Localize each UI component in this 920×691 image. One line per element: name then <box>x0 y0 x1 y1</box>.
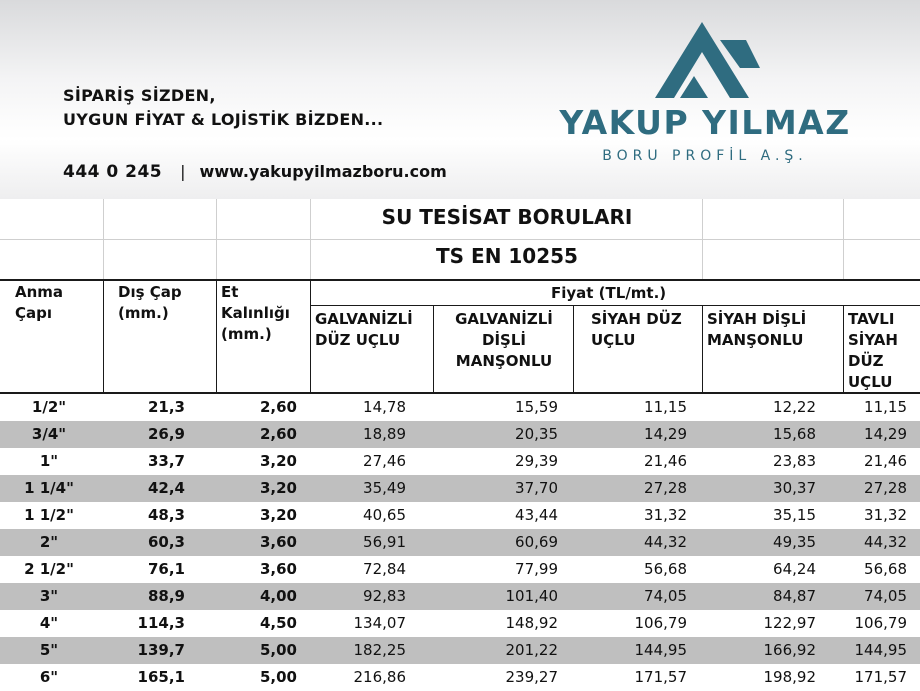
cell-price: 74,05 <box>864 587 907 605</box>
table-row <box>0 421 920 448</box>
brand-subtitle: BORU PROFİL A.Ş. <box>602 148 808 164</box>
cell-price: 144,95 <box>854 641 907 659</box>
cell-price: 30,37 <box>773 479 816 497</box>
table-row <box>0 664 920 691</box>
table-row <box>0 448 920 475</box>
cell-nominal-size: 3/4" <box>31 425 67 443</box>
cell-price: 106,79 <box>854 614 907 632</box>
table-row <box>0 583 920 610</box>
cell-outer-diameter: 76,1 <box>147 560 185 578</box>
cell-price: 15,68 <box>773 425 816 443</box>
header-wall-thickness: Et Kalınlığı (mm.) <box>221 283 290 343</box>
cell-price: 43,44 <box>515 506 558 524</box>
header-galvanized-plain: GALVANİZLİ DÜZ UÇLU <box>315 310 413 349</box>
cell-outer-diameter: 60,3 <box>147 533 185 551</box>
cell-price: 11,15 <box>864 398 907 416</box>
cell-price: 15,59 <box>515 398 558 416</box>
cell-wall-thickness: 2,60 <box>259 425 297 443</box>
cell-price: 29,39 <box>515 452 558 470</box>
website-link[interactable]: www.yakupyilmazboru.com <box>199 162 447 181</box>
header-price-group: Fiyat (TL/mt.) <box>551 284 667 302</box>
cell-wall-thickness: 5,00 <box>259 668 297 686</box>
cell-price: 35,49 <box>363 479 406 497</box>
cell-outer-diameter: 26,9 <box>147 425 185 443</box>
header-outer-diameter: Dış Çap (mm.) <box>118 283 182 322</box>
logo-mark-icon <box>650 20 762 100</box>
cell-price: 198,92 <box>763 668 816 686</box>
cell-price: 201,22 <box>505 641 558 659</box>
cell-wall-thickness: 3,20 <box>259 452 297 470</box>
table-row <box>0 502 920 529</box>
cell-price: 239,27 <box>505 668 558 686</box>
table-row <box>0 394 920 421</box>
cell-outer-diameter: 48,3 <box>147 506 185 524</box>
contact-line <box>63 162 447 182</box>
sheet-subtitle: TS EN 10255 <box>436 244 578 268</box>
cell-nominal-size: 2 1/2" <box>24 560 74 578</box>
cell-price: 64,24 <box>773 560 816 578</box>
cell-price: 60,69 <box>515 533 558 551</box>
price-sheet <box>0 199 920 689</box>
cell-outer-diameter: 21,3 <box>147 398 185 416</box>
cell-price: 72,84 <box>363 560 406 578</box>
cell-nominal-size: 1 1/4" <box>24 479 74 497</box>
cell-price: 14,29 <box>644 425 687 443</box>
cell-price: 37,70 <box>515 479 558 497</box>
cell-price: 84,87 <box>773 587 816 605</box>
cell-price: 40,65 <box>363 506 406 524</box>
header-black-plain: SİYAH DÜZ UÇLU <box>591 310 682 349</box>
slogan <box>63 84 383 132</box>
table-row <box>0 475 920 502</box>
cell-price: 144,95 <box>634 641 687 659</box>
cell-nominal-size: 2" <box>39 533 59 551</box>
cell-price: 148,92 <box>505 614 558 632</box>
cell-price: 77,99 <box>515 560 558 578</box>
cell-price: 122,97 <box>763 614 816 632</box>
cell-nominal-size: 6" <box>39 668 59 686</box>
cell-price: 21,46 <box>864 452 907 470</box>
slogan-line-2: UYGUN FİYAT & LOJİSTİK BİZDEN... <box>63 110 384 129</box>
cell-price: 171,57 <box>634 668 687 686</box>
cell-outer-diameter: 42,4 <box>147 479 185 497</box>
contact-separator: | <box>180 162 186 181</box>
cell-price: 92,83 <box>363 587 406 605</box>
cell-wall-thickness: 4,50 <box>259 614 297 632</box>
cell-nominal-size: 1/2" <box>31 398 67 416</box>
header-galvanized-threaded: GALVANİZLİ DİŞLİ MANŞONLU <box>455 310 553 370</box>
cell-nominal-size: 1 1/2" <box>24 506 74 524</box>
cell-outer-diameter: 165,1 <box>137 668 185 686</box>
cell-price: 166,92 <box>763 641 816 659</box>
table-row <box>0 637 920 664</box>
cell-price: 18,89 <box>363 425 406 443</box>
cell-price: 56,68 <box>644 560 687 578</box>
cell-price: 106,79 <box>634 614 687 632</box>
cell-price: 182,25 <box>353 641 406 659</box>
cell-price: 35,15 <box>773 506 816 524</box>
cell-price: 49,35 <box>773 533 816 551</box>
cell-price: 171,57 <box>854 668 907 686</box>
cell-price: 56,68 <box>864 560 907 578</box>
cell-wall-thickness: 3,20 <box>259 479 297 497</box>
cell-nominal-size: 3" <box>39 587 59 605</box>
header-black-threaded: SİYAH DİŞLİ MANŞONLU <box>707 310 807 349</box>
slogan-line-1: SİPARİŞ SİZDEN, <box>63 86 216 105</box>
cell-price: 134,07 <box>353 614 406 632</box>
brand-header <box>0 0 920 199</box>
header-nominal-size: Anma Çapı <box>15 283 64 322</box>
cell-price: 31,32 <box>864 506 907 524</box>
cell-wall-thickness: 3,60 <box>259 533 297 551</box>
cell-price: 14,29 <box>864 425 907 443</box>
cell-outer-diameter: 33,7 <box>147 452 185 470</box>
cell-price: 44,32 <box>864 533 907 551</box>
brand-name: YAKUP YILMAZ <box>559 103 851 142</box>
cell-price: 216,86 <box>353 668 406 686</box>
cell-nominal-size: 4" <box>39 614 59 632</box>
table-row <box>0 529 920 556</box>
phone-number: 444 0 245 <box>63 162 163 182</box>
cell-price: 31,32 <box>644 506 687 524</box>
table-row <box>0 556 920 583</box>
cell-outer-diameter: 88,9 <box>147 587 185 605</box>
cell-price: 12,22 <box>773 398 816 416</box>
cell-wall-thickness: 3,60 <box>259 560 297 578</box>
cell-nominal-size: 1" <box>39 452 59 470</box>
cell-price: 27,46 <box>363 452 406 470</box>
cell-price: 74,05 <box>644 587 687 605</box>
cell-wall-thickness: 3,20 <box>259 506 297 524</box>
cell-outer-diameter: 114,3 <box>137 614 185 632</box>
cell-price: 27,28 <box>644 479 687 497</box>
table-row <box>0 610 920 637</box>
cell-price: 14,78 <box>363 398 406 416</box>
cell-price: 27,28 <box>864 479 907 497</box>
cell-wall-thickness: 4,00 <box>259 587 297 605</box>
cell-price: 23,83 <box>773 452 816 470</box>
cell-wall-thickness: 2,60 <box>259 398 297 416</box>
cell-price: 21,46 <box>644 452 687 470</box>
cell-price: 44,32 <box>644 533 687 551</box>
cell-price: 101,40 <box>505 587 558 605</box>
sheet-title: SU TESİSAT BORULARI <box>381 205 633 229</box>
header-annealed-black-plain: TAVLI SİYAH DÜZ UÇLU <box>848 310 898 391</box>
cell-nominal-size: 5" <box>39 641 59 659</box>
cell-outer-diameter: 139,7 <box>137 641 185 659</box>
cell-wall-thickness: 5,00 <box>259 641 297 659</box>
cell-price: 11,15 <box>644 398 687 416</box>
cell-price: 56,91 <box>363 533 406 551</box>
cell-price: 20,35 <box>515 425 558 443</box>
